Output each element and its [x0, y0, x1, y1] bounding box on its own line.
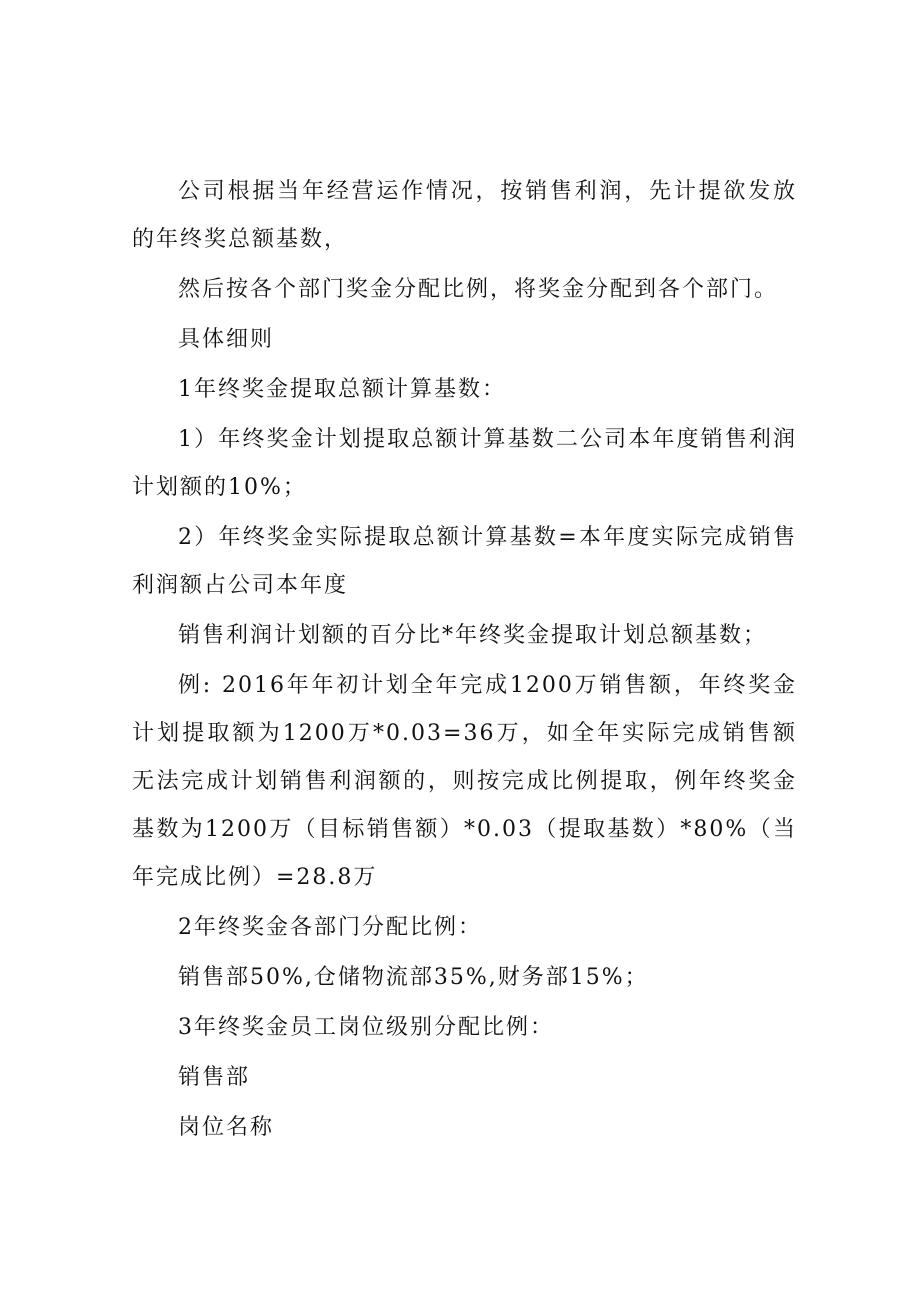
- paragraph-section-1: 1年终奖金提取总额计算基数：: [178, 377, 506, 402]
- paragraph-allocation: 然后按各个部门奖金分配比例，将奖金分配到各个部门。: [178, 277, 779, 302]
- paragraph-dept-ratio: 销售部50%,仓储物流部35%,财务部15%；: [178, 965, 649, 990]
- paragraph-intro: 公司根据当年经营运作情况，按销售利润，先计提欲发放的年终奖总额基数，: [132, 179, 797, 252]
- paragraph-section-2: 2年终奖金各部门分配比例：: [178, 915, 482, 940]
- document-body: [132, 168, 797, 1152]
- paragraph-item-2: 2）年终奖金实际提取总额计算基数=本年度实际完成销售利润额占公司本年度: [132, 525, 797, 598]
- paragraph-example: 例: 2016年年初计划全年完成1200万销售额，年终奖金计划提取额为1200万*0.03=36万，如全年实际完成销售额无法完成计划销售利润额的，则按完成比例提取，例年终奖金基数为1200万（目标销售额）*0.03（提取基数）*80%（当年完成比例）=28.8万: [132, 673, 797, 890]
- paragraph-details-heading: 具体细则: [178, 327, 275, 352]
- paragraph-item-2-cont: 销售利润计划额的百分比*年终奖金提取计划总额基数；: [178, 623, 768, 648]
- paragraph-position-name: 岗位名称: [178, 1115, 275, 1140]
- paragraph-item-1: 1）年终奖金计划提取总额计算基数二公司本年度销售利润计划额的10%；: [132, 427, 797, 500]
- paragraph-section-3: 3年终奖金员工岗位级别分配比例：: [178, 1015, 554, 1040]
- paragraph-sales-dept: 销售部: [178, 1065, 251, 1090]
